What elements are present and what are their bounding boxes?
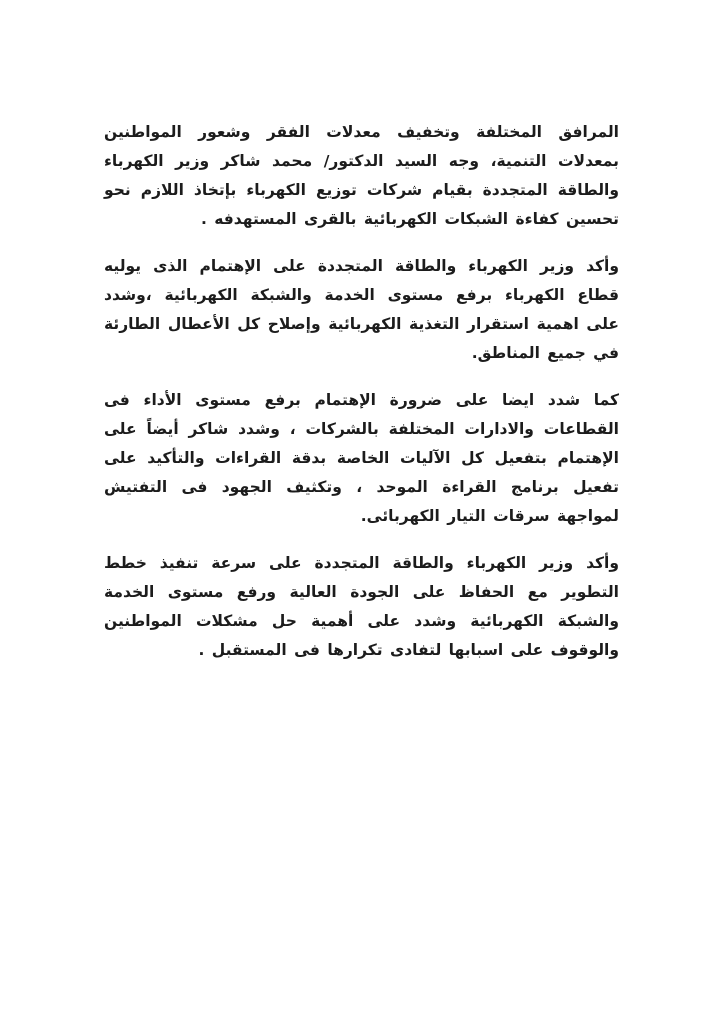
paragraph-3: كما شدد ايضا على ضرورة الإهتمام برفع مستوى الأداء فى القطاعات والادارات المختلفة بالشركات ، وشدد شاكر أيضاً على الإهتمام بتفعيل كل الآليات الخاصة بدقة القراءات والتأكيد على تفعيل برنامج القراءة الموحد ، وتكثيف الجهود فى التفتيش لمواجهة سرقات التيار الكهربائى.	[104, 391, 619, 525]
paragraph-1: المرافق المختلفة وتخفيف معدلات الفقر وشعور المواطنين بمعدلات التنمية، وجه السيد الدكتور/ محمد شاكر وزير الكهرباء والطاقة المتجددة بقيام شركات توزيع الكهرباء بإتخاذ اللازم نحو تحسين كفاءة الشبكات الكهربائية بالقرى المستهدفه .	[104, 123, 619, 228]
paragraph-2: وأكد وزير الكهرباء والطاقة المتجددة على الإهتمام الذى يوليه قطاع الكهرباء برفع مستوى الخدمة والشبكة الكهربائية ،وشدد على اهمية استقرار التغذية الكهربائية وإصلاح كل الأعطال الطارئة في جميع المناطق.	[104, 257, 619, 362]
paragraph-4: وأكد وزير الكهرباء والطاقة المتجددة على سرعة تنفيذ خطط التطوير مع الحفاظ على الجودة العالية ورفع مستوى الخدمة والشبكة الكهربائية وشدد على أهمية حل مشكلات المواطنين والوقوف على اسبابها لتفادى تكرارها فى المستقبل .	[104, 554, 619, 659]
document-body	[104, 118, 619, 683]
